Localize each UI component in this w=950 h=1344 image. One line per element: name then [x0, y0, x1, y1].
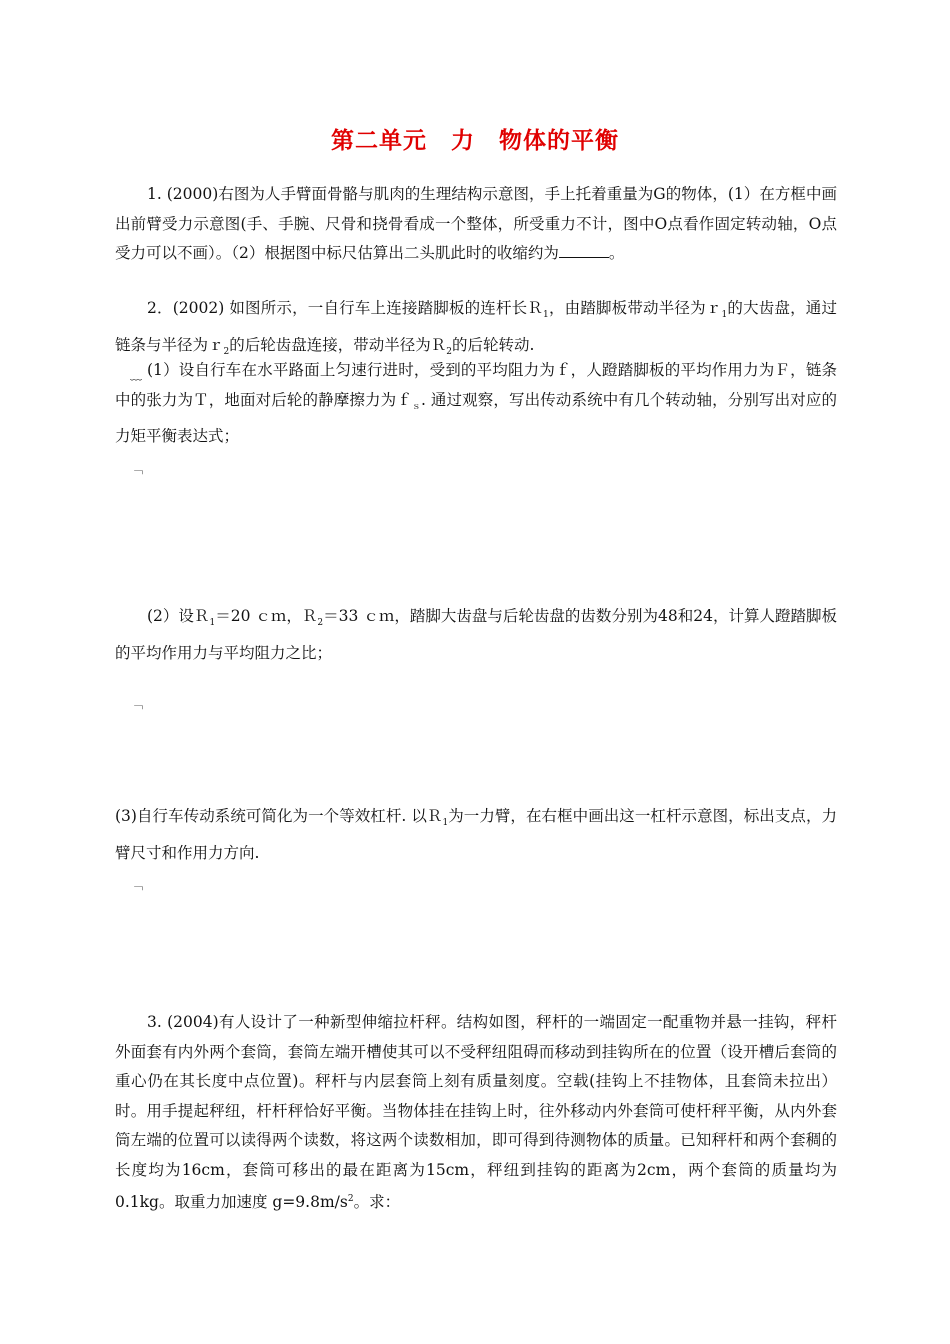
q2-intro-text-d: 的后轮齿盘连接，带动半径为Ｒ — [229, 335, 447, 354]
q2-sub-4: 2 — [446, 346, 452, 357]
question-1-text: 1. (2000)右图为人手臂面骨骼与肌肉的生理结构示意图，手上托着重量为G的物体，(1）在方框中画出前臂受力示意图(手、手腕、尺骨和挠骨看成一个整体，所受重力不计，图中O点看作固定转动轴，O点受力可以不画）。（2）根据图中标尺估算出二头肌此时的收缩约为 — [115, 185, 837, 262]
q2-part3-text-b: 为一力臂，在右框中画出这一杠杆示意图，标出支点，力臂尺寸和作用力方向. — [115, 807, 837, 862]
answer-box-marker: ﹁ — [131, 697, 144, 711]
q2-sub-3: 2 — [223, 346, 230, 357]
q3-text-a: 3. (2004)有人设计了一种新型伸缩拉杆秤。结构如图，秤杆的一端固定一配重物并悬一挂钩，秤杆外面套有内外两个套筒，套筒左端开槽使其可以不受秤纽阻碍而移动到挂钩所在的位置（设开槽后套筒的重心仍在其长度中点位置)。秤杆与内层套筒上刻有质量刻度。空载(挂钩上不挂物体，且套筒未拉出）时。用手提起秤纽，杆杆秤恰好平衡。当物体挂在挂钩上时，往外移动内外套筒可使杆秤平衡，从内外套筒左端的位置可以读得两个读数，将这两个读数相加，即可得到待测物体的质量。已知秤杆和两个套稠的长度均为16cm，套筒可移出的最在距离为15cm，秤纽到挂钩的距离为2cm，两个套筒的质量均为0.1kg。取重力加速度 g=9.8m/s — [115, 1013, 837, 1212]
q2-part2-text-c: ＝33 ｃｍ，踏脚大齿盘与后轮齿盘的齿数分别为48和24，计算人蹬踏脚板的平均作用力与平均阻力之比； — [115, 607, 837, 662]
answer-blank[interactable] — [559, 243, 609, 258]
q2-sub-2: 1 — [721, 310, 728, 321]
answer-box-marker: ﹁ — [131, 462, 144, 476]
q3-sup: 2 — [347, 1194, 354, 1204]
question-1-end: 。 — [608, 244, 625, 262]
q2-part2-text-a: (2）设Ｒ — [147, 607, 210, 625]
q2-part3-sub: 1 — [442, 818, 449, 829]
q2-intro-text-c: 的大齿盘，通过链条与半径为ｒ — [115, 299, 837, 354]
q2-intro-text-e: 的后轮转动. — [452, 335, 535, 354]
q2-sub-1: 1 — [543, 310, 549, 321]
q2-part2-text-b: ＝20 ｃｍ，Ｒ — [215, 607, 318, 625]
q2-intro-text-b: ，由踏脚板带动半径为ｒ — [548, 299, 722, 317]
answer-box-marker: ﹁ — [131, 878, 144, 892]
q2-part2-sub-2: 2 — [317, 618, 324, 629]
question-2-part-2 — [115, 602, 837, 668]
q2-part3-text-a: (3)自行车传动系统可简化为一个等效杠杆. 以Ｒ — [115, 807, 443, 825]
q2-part1-sub: ｓ — [411, 401, 421, 412]
q3-text-b: 。求： — [353, 1193, 401, 1212]
question-2-part-1 — [115, 356, 837, 452]
q2-part1-text-a: (1）设自行车在水平路面上匀速行进时，受到的平均阻力为ｆ，人蹬踏脚板的平均作用力为Ｆ，链条中的张力为Ｔ，地面对后轮的静摩擦力为ｆ — [115, 361, 837, 409]
question-1 — [115, 180, 837, 269]
page-title: 第二单元 力 物体的平衡 — [331, 128, 619, 154]
q2-part2-sub-1: 1 — [209, 618, 216, 629]
q2-intro-text-a: 2．(2002) 如图所示，一自行车上连接踏脚板的连杆长Ｒ — [147, 299, 544, 317]
figure-marker: ﹏ — [130, 368, 143, 382]
q2-part1-text-b: . 通过观察，写出传动系统中有几个转动轴，分别写出对应的力矩平衡表达式； — [115, 390, 837, 446]
question-2-part-3 — [115, 802, 837, 868]
question-3 — [115, 1008, 837, 1218]
